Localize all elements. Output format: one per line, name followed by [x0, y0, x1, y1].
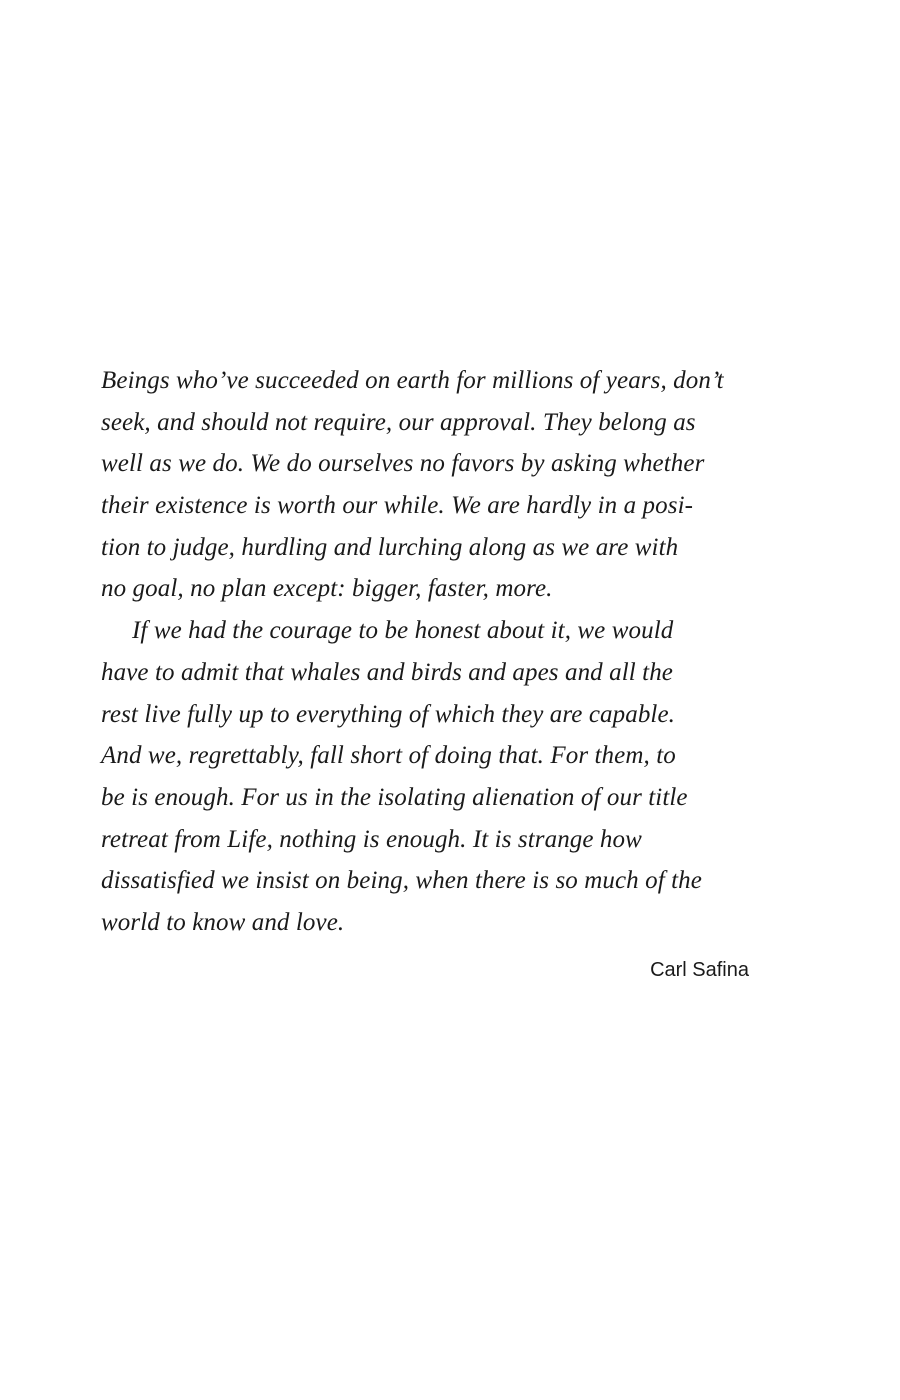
quote-line: tion to judge, hurdling and lurching along as we are with [101, 533, 679, 561]
quote-line: their existence is worth our while. We are hardly in a posi- [101, 492, 694, 520]
quote-attribution: Carl Safina [650, 959, 749, 981]
quote-line: retreat from Life, nothing is enough. It is strange how [101, 825, 642, 853]
quote-line: well as we do. We do ourselves no favors by asking whether [101, 450, 705, 478]
quote-block [101, 360, 761, 944]
quote-line: rest live fully up to everything of which they are capable. [101, 700, 676, 728]
quote-line: world to know and love. [101, 908, 345, 936]
quote-line: no goal, no plan except: bigger, faster, more. [101, 575, 553, 603]
quote-paragraph-1 [101, 360, 761, 610]
quote-line: If we had the courage to be honest about it, we would [132, 617, 674, 645]
quote-line: have to admit that whales and birds and apes and all the [101, 658, 674, 686]
quote-line: Beings who’ve succeeded on earth for millions of years, don’t [101, 367, 724, 394]
quote-line: dissatisfied we insist on being, when there is so much of the [101, 867, 702, 895]
quote-paragraph-2 [101, 610, 761, 944]
quote-line: And we, regrettably, fall short of doing that. For them, to [101, 742, 676, 770]
quote-line: seek, and should not require, our approval. They belong as [101, 408, 696, 436]
quote-line: be is enough. For us in the isolating alienation of our title [101, 783, 688, 811]
